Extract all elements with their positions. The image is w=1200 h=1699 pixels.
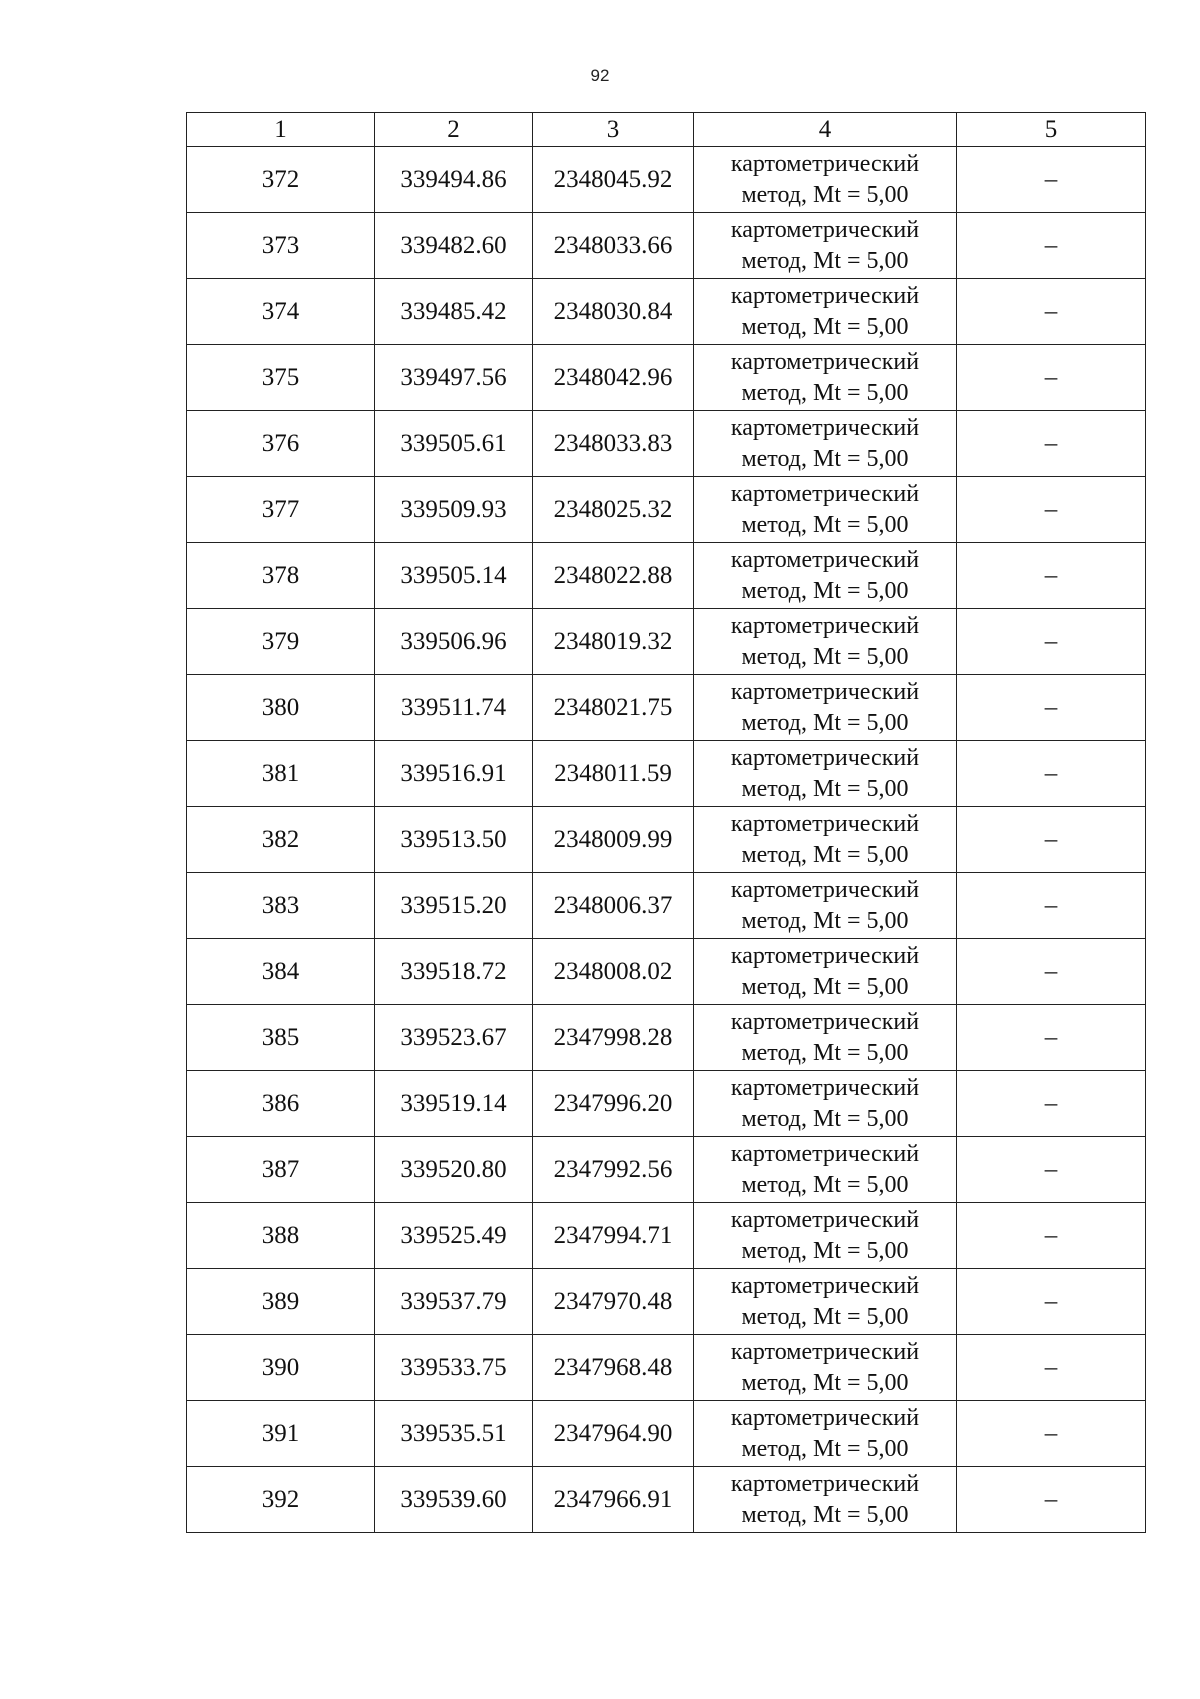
y-coordinate-cell: 2348045.92 [533,147,694,213]
point-number-cell: 373 [187,213,375,279]
x-coordinate-cell: 339511.74 [375,675,533,741]
note-cell: – [957,1005,1146,1071]
table-row [187,873,1146,939]
method-cell [694,477,957,543]
table-row [187,1401,1146,1467]
method-cell [694,1137,957,1203]
note-cell: – [957,1335,1146,1401]
x-coordinate-cell: 339505.14 [375,543,533,609]
x-coordinate-cell: 339523.67 [375,1005,533,1071]
point-number-cell: 390 [187,1335,375,1401]
header-col-3: 3 [533,113,694,147]
method-line-2: метод, Mt = 5,00 [741,709,909,736]
method-line-1: картометрический [730,1470,920,1497]
method-cell [694,1203,957,1269]
table-row [187,411,1146,477]
method-line-2: метод, Mt = 5,00 [741,841,909,868]
method-line-2: метод, Mt = 5,00 [741,775,909,802]
method-cell [694,1335,957,1401]
method-line-2: метод, Mt = 5,00 [741,445,909,472]
method-line-1: картометрический [730,1206,920,1233]
x-coordinate-cell: 339533.75 [375,1335,533,1401]
method-line-2: метод, Mt = 5,00 [741,1039,909,1066]
method-cell [694,1005,957,1071]
y-coordinate-cell: 2347996.20 [533,1071,694,1137]
coordinates-table [186,112,1146,1533]
table-row [187,675,1146,741]
x-coordinate-cell: 339506.96 [375,609,533,675]
table-row [187,1335,1146,1401]
point-number-cell: 382 [187,807,375,873]
note-cell: – [957,213,1146,279]
method-line-1: картометрический [730,282,920,309]
method-line-1: картометрический [730,1272,920,1299]
method-line-1: картометрический [730,150,920,177]
x-coordinate-cell: 339519.14 [375,1071,533,1137]
y-coordinate-cell: 2348006.37 [533,873,694,939]
y-coordinate-cell: 2348008.02 [533,939,694,1005]
point-number-cell: 376 [187,411,375,477]
table-row [187,279,1146,345]
x-coordinate-cell: 339485.42 [375,279,533,345]
point-number-cell: 387 [187,1137,375,1203]
method-line-1: картометрический [730,546,920,573]
method-line-1: картометрический [730,1338,920,1365]
method-line-1: картометрический [730,744,920,771]
method-cell [694,1467,957,1533]
note-cell: – [957,1401,1146,1467]
header-col-1: 1 [187,113,375,147]
method-line-1: картометрический [730,810,920,837]
coordinates-table-container [186,112,1145,1533]
method-line-2: метод, Mt = 5,00 [741,1501,909,1528]
note-cell: – [957,1071,1146,1137]
method-line-1: картометрический [730,1008,920,1035]
y-coordinate-cell: 2348030.84 [533,279,694,345]
table-row [187,213,1146,279]
method-line-1: картометрический [730,678,920,705]
point-number-cell: 389 [187,1269,375,1335]
x-coordinate-cell: 339518.72 [375,939,533,1005]
y-coordinate-cell: 2347970.48 [533,1269,694,1335]
header-row [187,113,1146,147]
method-line-2: метод, Mt = 5,00 [741,511,909,538]
table-row [187,807,1146,873]
method-line-2: метод, Mt = 5,00 [741,1435,909,1462]
method-line-2: метод, Mt = 5,00 [741,313,909,340]
y-coordinate-cell: 2347994.71 [533,1203,694,1269]
table-row [187,1467,1146,1533]
x-coordinate-cell: 339520.80 [375,1137,533,1203]
y-coordinate-cell: 2348033.83 [533,411,694,477]
table-row [187,609,1146,675]
method-cell [694,279,957,345]
x-coordinate-cell: 339494.86 [375,147,533,213]
y-coordinate-cell: 2347992.56 [533,1137,694,1203]
point-number-cell: 374 [187,279,375,345]
note-cell: – [957,807,1146,873]
x-coordinate-cell: 339516.91 [375,741,533,807]
y-coordinate-cell: 2348022.88 [533,543,694,609]
note-cell: – [957,147,1146,213]
method-cell [694,873,957,939]
table-row [187,147,1146,213]
note-cell: – [957,477,1146,543]
y-coordinate-cell: 2347968.48 [533,1335,694,1401]
table-row [187,345,1146,411]
note-cell: – [957,873,1146,939]
table-row [187,1137,1146,1203]
method-cell [694,807,957,873]
note-cell: – [957,1137,1146,1203]
point-number-cell: 386 [187,1071,375,1137]
x-coordinate-cell: 339497.56 [375,345,533,411]
note-cell: – [957,345,1146,411]
header-col-5: 5 [957,113,1146,147]
method-line-1: картометрический [730,1404,920,1431]
y-coordinate-cell: 2347998.28 [533,1005,694,1071]
x-coordinate-cell: 339515.20 [375,873,533,939]
x-coordinate-cell: 339513.50 [375,807,533,873]
table-row [187,939,1146,1005]
method-line-1: картометрический [730,414,920,441]
method-cell [694,543,957,609]
y-coordinate-cell: 2348033.66 [533,213,694,279]
point-number-cell: 391 [187,1401,375,1467]
point-number-cell: 372 [187,147,375,213]
x-coordinate-cell: 339509.93 [375,477,533,543]
point-number-cell: 383 [187,873,375,939]
x-coordinate-cell: 339539.60 [375,1467,533,1533]
table-header [187,113,1146,147]
x-coordinate-cell: 339482.60 [375,213,533,279]
method-cell [694,675,957,741]
method-line-2: метод, Mt = 5,00 [741,1171,909,1198]
note-cell: – [957,939,1146,1005]
point-number-cell: 375 [187,345,375,411]
method-cell [694,147,957,213]
method-line-2: метод, Mt = 5,00 [741,1369,909,1396]
header-col-4: 4 [694,113,957,147]
y-coordinate-cell: 2348042.96 [533,345,694,411]
method-line-1: картометрический [730,1140,920,1167]
method-line-1: картометрический [730,876,920,903]
table-row [187,543,1146,609]
y-coordinate-cell: 2348019.32 [533,609,694,675]
note-cell: – [957,543,1146,609]
method-line-2: метод, Mt = 5,00 [741,181,909,208]
method-cell [694,939,957,1005]
method-line-2: метод, Mt = 5,00 [741,1303,909,1330]
table-row [187,1071,1146,1137]
y-coordinate-cell: 2348025.32 [533,477,694,543]
method-line-2: метод, Mt = 5,00 [741,379,909,406]
method-line-2: метод, Mt = 5,00 [741,577,909,604]
table-body [187,147,1146,1533]
y-coordinate-cell: 2347964.90 [533,1401,694,1467]
x-coordinate-cell: 339537.79 [375,1269,533,1335]
table-row [187,1005,1146,1071]
method-cell [694,345,957,411]
method-line-2: метод, Mt = 5,00 [741,643,909,670]
y-coordinate-cell: 2348021.75 [533,675,694,741]
method-line-1: картометрический [730,1074,920,1101]
header-col-2: 2 [375,113,533,147]
point-number-cell: 392 [187,1467,375,1533]
note-cell: – [957,411,1146,477]
method-line-2: метод, Mt = 5,00 [741,907,909,934]
method-line-2: метод, Mt = 5,00 [741,1237,909,1264]
point-number-cell: 377 [187,477,375,543]
method-cell [694,1071,957,1137]
method-cell [694,609,957,675]
method-line-2: метод, Mt = 5,00 [741,973,909,1000]
method-cell [694,1401,957,1467]
point-number-cell: 378 [187,543,375,609]
method-cell [694,1269,957,1335]
method-cell [694,411,957,477]
table-row [187,741,1146,807]
x-coordinate-cell: 339505.61 [375,411,533,477]
x-coordinate-cell: 339535.51 [375,1401,533,1467]
note-cell: – [957,279,1146,345]
table-row [187,477,1146,543]
table-row [187,1269,1146,1335]
table-row [187,1203,1146,1269]
method-cell [694,213,957,279]
point-number-cell: 384 [187,939,375,1005]
point-number-cell: 379 [187,609,375,675]
y-coordinate-cell: 2347966.91 [533,1467,694,1533]
point-number-cell: 388 [187,1203,375,1269]
note-cell: – [957,609,1146,675]
note-cell: – [957,1269,1146,1335]
method-line-1: картометрический [730,480,920,507]
x-coordinate-cell: 339525.49 [375,1203,533,1269]
method-line-1: картометрический [730,612,920,639]
note-cell: – [957,675,1146,741]
note-cell: – [957,1203,1146,1269]
method-line-2: метод, Mt = 5,00 [741,1105,909,1132]
method-cell [694,741,957,807]
note-cell: – [957,741,1146,807]
y-coordinate-cell: 2348011.59 [533,741,694,807]
method-line-1: картометрический [730,942,920,969]
point-number-cell: 385 [187,1005,375,1071]
point-number-cell: 380 [187,675,375,741]
method-line-2: метод, Mt = 5,00 [741,247,909,274]
note-cell: – [957,1467,1146,1533]
y-coordinate-cell: 2348009.99 [533,807,694,873]
method-line-1: картометрический [730,348,920,375]
page-number: 92 [590,66,610,85]
method-line-1: картометрический [730,216,920,243]
point-number-cell: 381 [187,741,375,807]
